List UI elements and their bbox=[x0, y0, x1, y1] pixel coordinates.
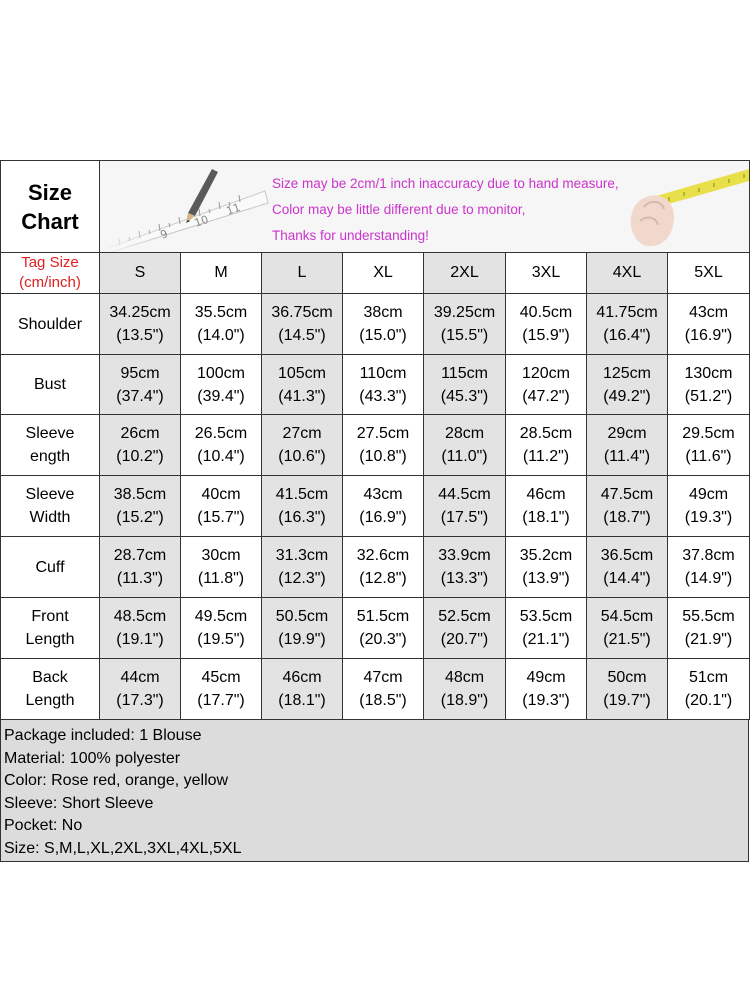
cm-value: 43cm bbox=[688, 304, 729, 321]
size-chart-title bbox=[1, 161, 100, 253]
inch-value: (15.2") bbox=[116, 509, 164, 526]
size-header-s: S bbox=[100, 253, 181, 294]
cm-value: 40.5cm bbox=[519, 304, 573, 321]
inch-value: (16.9") bbox=[684, 327, 733, 344]
cm-value: 46cm bbox=[282, 669, 322, 686]
cm-value: 38.5cm bbox=[113, 486, 167, 503]
measurement-cell bbox=[343, 659, 424, 720]
measurement-cell bbox=[343, 355, 424, 415]
cm-value: 100cm bbox=[196, 364, 246, 382]
row-label-line: Back bbox=[32, 669, 68, 686]
row-label-line: Length bbox=[25, 692, 75, 709]
cm-value: 55.5cm bbox=[682, 608, 735, 625]
cm-value: 47cm bbox=[363, 669, 403, 686]
cm-value: 46cm bbox=[526, 486, 566, 503]
measuring-tape-hand-illustration bbox=[614, 161, 749, 253]
detail-line: Material: 100% polyester bbox=[4, 749, 181, 767]
inch-value: (10.2") bbox=[116, 448, 164, 465]
measurement-cell bbox=[668, 537, 750, 598]
row-label bbox=[1, 659, 100, 720]
measurement-cell bbox=[343, 415, 424, 476]
inch-value: (18.7") bbox=[603, 509, 651, 526]
cm-value: 41.75cm bbox=[596, 304, 658, 321]
tag-size-line-1: Tag Size bbox=[21, 254, 79, 271]
inch-value: (20.1") bbox=[684, 692, 733, 709]
measurement-cell bbox=[262, 476, 343, 537]
cm-value: 130cm bbox=[684, 364, 733, 382]
cm-value: 29cm bbox=[607, 425, 647, 442]
row-label-line: Shoulder bbox=[17, 315, 83, 333]
measurement-row bbox=[1, 537, 750, 598]
measurement-row bbox=[1, 659, 750, 720]
measurement-cell bbox=[506, 598, 587, 659]
row-label bbox=[1, 598, 100, 659]
size-header-xl: XL bbox=[343, 253, 424, 294]
measurement-cell bbox=[587, 537, 668, 598]
measurement-cell bbox=[181, 476, 262, 537]
measurement-row bbox=[1, 476, 750, 537]
measurement-cell bbox=[262, 659, 343, 720]
measurement-cell bbox=[262, 355, 343, 415]
inch-value: (11.4") bbox=[603, 448, 651, 465]
measurement-cell bbox=[506, 415, 587, 476]
measurement-row bbox=[1, 415, 750, 476]
detail-line: Package included: 1 Blouse bbox=[4, 727, 202, 744]
cm-value: 43cm bbox=[363, 486, 403, 503]
cm-value: 35.5cm bbox=[194, 304, 248, 321]
inch-value: (15.0") bbox=[359, 327, 407, 344]
row-label bbox=[1, 415, 100, 476]
measurement-cell bbox=[668, 294, 750, 355]
inch-value: (10.8") bbox=[359, 448, 407, 465]
tag-size-label bbox=[1, 253, 100, 294]
measurement-cell bbox=[100, 598, 181, 659]
cm-value: 125cm bbox=[602, 364, 652, 382]
row-label-line: Cuff bbox=[35, 558, 65, 576]
measurement-cell bbox=[100, 355, 181, 415]
measurement-cell bbox=[181, 537, 262, 598]
inch-value: (15.9") bbox=[522, 327, 570, 344]
cm-value: 44cm bbox=[120, 669, 160, 686]
inch-value: (14.5") bbox=[278, 327, 326, 344]
inch-value: (14.4") bbox=[603, 570, 651, 587]
size-header-l: L bbox=[262, 253, 343, 294]
measurement-cell bbox=[587, 415, 668, 476]
cm-value: 105cm bbox=[277, 364, 327, 382]
measurement-cell bbox=[262, 537, 343, 598]
measurement-cell bbox=[587, 659, 668, 720]
measurement-cell bbox=[100, 659, 181, 720]
measurement-cell bbox=[262, 294, 343, 355]
measurement-cell bbox=[587, 294, 668, 355]
inch-value: (16.3") bbox=[278, 509, 326, 526]
inch-value: (16.4") bbox=[603, 327, 651, 344]
inch-value: (18.1") bbox=[522, 509, 570, 526]
cm-value: 27.5cm bbox=[356, 425, 410, 442]
inch-value: (20.7") bbox=[440, 631, 489, 648]
measurement-cell bbox=[506, 294, 587, 355]
cm-value: 39.25cm bbox=[433, 304, 496, 321]
measurement-cell bbox=[100, 415, 181, 476]
inch-value: (19.3") bbox=[522, 692, 570, 709]
size-header-m: M bbox=[181, 253, 262, 294]
inch-value: (12.8") bbox=[359, 570, 407, 587]
measurement-cell bbox=[343, 294, 424, 355]
measurement-cell bbox=[506, 537, 587, 598]
row-label-line: Bust bbox=[33, 376, 66, 393]
inch-value: (11.8") bbox=[197, 570, 245, 587]
measurement-cell bbox=[424, 355, 506, 415]
cm-value: 36.75cm bbox=[271, 304, 333, 321]
cm-value: 50.5cm bbox=[275, 608, 329, 625]
inch-value: (11.3") bbox=[116, 570, 164, 587]
measurement-cell bbox=[668, 598, 750, 659]
inch-value: (21.9") bbox=[684, 631, 733, 648]
measurement-cell bbox=[181, 415, 262, 476]
measurement-cell bbox=[100, 537, 181, 598]
cm-value: 33.9cm bbox=[438, 547, 491, 564]
inch-value: (51.2") bbox=[684, 387, 733, 405]
row-label-line: ength bbox=[29, 448, 71, 465]
inch-value: (45.3") bbox=[440, 387, 489, 405]
cm-value: 37.8cm bbox=[682, 547, 735, 564]
inch-value: (14.0") bbox=[197, 327, 245, 344]
note-inaccuracy: Size may be 2cm/1 inch inaccuracy due to hand measure, bbox=[272, 176, 619, 191]
measurement-cell bbox=[424, 659, 506, 720]
cm-value: 34.25cm bbox=[109, 304, 171, 321]
size-header-2xl: 2XL bbox=[424, 253, 506, 294]
cm-value: 30cm bbox=[201, 547, 241, 564]
header-banner bbox=[100, 161, 750, 253]
cm-value: 28.7cm bbox=[113, 547, 167, 564]
measurement-cell bbox=[506, 659, 587, 720]
inch-value: (11.0") bbox=[441, 448, 488, 465]
inch-value: (10.6") bbox=[278, 448, 326, 465]
inch-value: (39.4") bbox=[197, 387, 245, 405]
cm-value: 50cm bbox=[607, 669, 647, 686]
inch-value: (12.3") bbox=[278, 570, 326, 587]
measurement-cell bbox=[100, 476, 181, 537]
cm-value: 53.5cm bbox=[519, 608, 573, 625]
measurement-row bbox=[1, 598, 750, 659]
inch-value: (43.3") bbox=[359, 387, 407, 405]
cm-value: 32.6cm bbox=[356, 547, 410, 564]
measurement-cell bbox=[181, 598, 262, 659]
cm-value: 52.5cm bbox=[438, 608, 491, 625]
measurement-cell bbox=[587, 355, 668, 415]
inch-value: (11.6") bbox=[685, 448, 732, 465]
measurement-cell bbox=[587, 476, 668, 537]
cm-value: 45cm bbox=[201, 669, 241, 686]
inch-value: (37.4") bbox=[116, 387, 164, 405]
inch-value: (10.4") bbox=[197, 448, 245, 465]
cm-value: 38cm bbox=[363, 304, 403, 321]
cm-value: 49.5cm bbox=[194, 608, 248, 625]
measurement-cell bbox=[424, 415, 506, 476]
size-header-5xl: 5XL bbox=[668, 253, 750, 294]
cm-value: 28.5cm bbox=[519, 425, 573, 442]
detail-line: Color: Rose red, orange, yellow bbox=[4, 772, 229, 790]
detail-line: Pocket: No bbox=[4, 817, 83, 835]
inch-value: (13.9") bbox=[522, 570, 570, 587]
title-line-2: Chart bbox=[21, 208, 79, 234]
inch-value: (47.2") bbox=[522, 387, 570, 405]
measurement-cell bbox=[100, 294, 181, 355]
ruler-pencil-illustration bbox=[100, 161, 270, 253]
cm-value: 49cm bbox=[526, 669, 566, 686]
measurement-cell bbox=[668, 659, 750, 720]
row-label-line: Sleeve bbox=[25, 425, 75, 442]
note-color: Color may be little different due to monitor, bbox=[272, 202, 526, 217]
cm-value: 51cm bbox=[688, 669, 729, 686]
measurement-cell bbox=[506, 476, 587, 537]
size-header-4xl: 4XL bbox=[587, 253, 668, 294]
inch-value: (19.1") bbox=[116, 631, 164, 648]
inch-value: (13.5") bbox=[116, 327, 164, 344]
measurement-cell bbox=[343, 476, 424, 537]
inch-value: (21.5") bbox=[603, 631, 651, 648]
measurement-cell bbox=[587, 598, 668, 659]
detail-line: Size: S,M,L,XL,2XL,3XL,4XL,5XL bbox=[4, 839, 242, 857]
cm-value: 26.5cm bbox=[194, 425, 248, 442]
row-label bbox=[1, 537, 100, 598]
size-header-3xl: 3XL bbox=[506, 253, 587, 294]
measurement-cell bbox=[424, 294, 506, 355]
measurement-cell bbox=[668, 476, 750, 537]
cm-value: 54.5cm bbox=[600, 608, 654, 625]
cm-value: 115cm bbox=[441, 364, 488, 382]
inch-value: (19.7") bbox=[603, 692, 651, 709]
measurement-cell bbox=[181, 659, 262, 720]
disclaimer-notes bbox=[272, 171, 619, 249]
inch-value: (17.5") bbox=[440, 509, 489, 526]
size-chart bbox=[0, 160, 749, 862]
cm-value: 49cm bbox=[688, 486, 729, 503]
inch-value: (14.9") bbox=[684, 570, 733, 587]
row-label-line: Length bbox=[25, 631, 75, 648]
measurement-row bbox=[1, 294, 750, 355]
inch-value: (11.2") bbox=[522, 448, 570, 465]
note-thanks: Thanks for understanding! bbox=[272, 228, 429, 243]
row-label-line: Width bbox=[29, 509, 71, 526]
measurement-cell bbox=[424, 537, 506, 598]
inch-value: (16.9") bbox=[359, 509, 407, 526]
cm-value: 110cm bbox=[359, 364, 407, 382]
row-label-line: Sleeve bbox=[25, 486, 75, 503]
measurement-cell bbox=[668, 355, 750, 415]
inch-value: (18.5") bbox=[359, 692, 407, 709]
measurement-cell bbox=[424, 598, 506, 659]
cm-value: 27cm bbox=[282, 425, 322, 442]
measurement-cell bbox=[424, 476, 506, 537]
measurement-cell bbox=[181, 355, 262, 415]
cm-value: 95cm bbox=[120, 364, 160, 382]
inch-value: (17.3") bbox=[116, 692, 164, 709]
measurement-row bbox=[1, 355, 750, 415]
measurement-cell bbox=[668, 415, 750, 476]
cm-value: 36.5cm bbox=[600, 547, 654, 564]
inch-value: (15.7") bbox=[197, 509, 245, 526]
inch-value: (17.7") bbox=[197, 692, 245, 709]
cm-value: 44.5cm bbox=[438, 486, 491, 503]
cm-value: 51.5cm bbox=[356, 608, 410, 625]
title-line-1: Size bbox=[27, 179, 73, 205]
cm-value: 48.5cm bbox=[113, 608, 167, 625]
row-label bbox=[1, 476, 100, 537]
inch-value: (20.3") bbox=[359, 631, 407, 648]
measurement-cell bbox=[181, 294, 262, 355]
inch-value: (18.1") bbox=[278, 692, 326, 709]
cm-value: 28cm bbox=[444, 425, 485, 442]
inch-value: (49.2") bbox=[603, 387, 651, 405]
size-table bbox=[0, 160, 750, 720]
row-label bbox=[1, 294, 100, 355]
cm-value: 48cm bbox=[444, 669, 485, 686]
measurement-cell bbox=[506, 355, 587, 415]
inch-value: (19.3") bbox=[684, 509, 733, 526]
inch-value: (18.9") bbox=[440, 692, 489, 709]
inch-value: (21.1") bbox=[522, 631, 570, 648]
row-label-line: Front bbox=[31, 608, 69, 625]
inch-value: (15.5") bbox=[440, 327, 489, 344]
cm-value: 31.3cm bbox=[275, 547, 329, 564]
measurement-cell bbox=[343, 537, 424, 598]
measurement-cell bbox=[262, 415, 343, 476]
measurement-cell bbox=[343, 598, 424, 659]
inch-value: (19.5") bbox=[197, 631, 245, 648]
tag-size-line-2: (cm/inch) bbox=[19, 274, 81, 291]
cm-value: 120cm bbox=[521, 364, 571, 382]
product-details bbox=[0, 720, 749, 862]
cm-value: 29.5cm bbox=[682, 425, 735, 442]
measurement-cell bbox=[262, 598, 343, 659]
detail-line: Sleeve: Short Sleeve bbox=[4, 794, 154, 812]
inch-value: (13.3") bbox=[440, 570, 489, 587]
cm-value: 47.5cm bbox=[600, 486, 654, 503]
cm-value: 35.2cm bbox=[519, 547, 573, 564]
inch-value: (19.9") bbox=[278, 631, 326, 648]
row-label bbox=[1, 355, 100, 415]
cm-value: 41.5cm bbox=[275, 486, 329, 503]
cm-value: 26cm bbox=[120, 425, 160, 442]
inch-value: (41.3") bbox=[278, 387, 326, 405]
cm-value: 40cm bbox=[201, 486, 241, 503]
